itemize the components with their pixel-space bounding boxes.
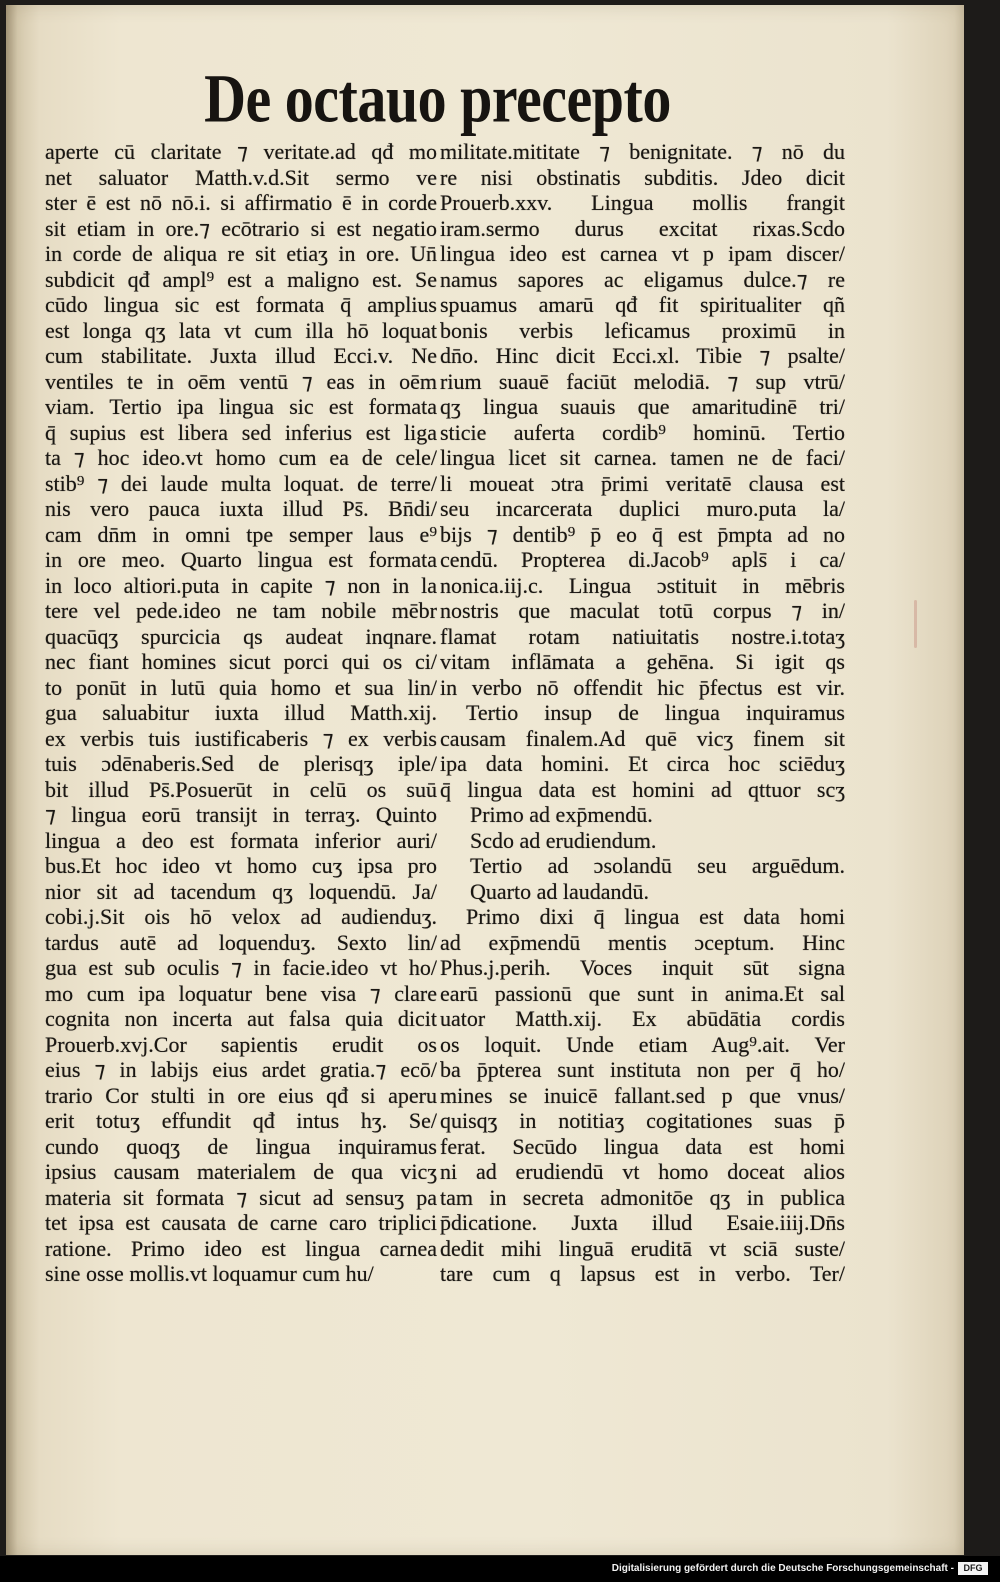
text-line: eius ⁊ in labijs eius ardet gratia.⁊ ecō/ <box>45 1057 437 1082</box>
text-line: gua saluabitur iuxta illud Matth.xij. <box>45 700 437 725</box>
text-line: aperte cū claritate ⁊ veritate.ad qđ mo <box>45 139 437 164</box>
text-line: mines se inuicē fallant.sed p que vnus/ <box>440 1082 845 1108</box>
text-line: sticie auferta cordib⁹ hominū. Tertio <box>440 419 845 445</box>
text-line: lingua a deo est formata inferior auri/ <box>45 827 437 853</box>
text-line: q̄ lingua data est homini ad qttuor scʒ <box>440 776 845 802</box>
text-line: est longa qʒ lata vt cum illa hō loquat <box>45 317 437 343</box>
text-line: iram.sermo durus excitat rixas.Scdo <box>440 215 845 241</box>
paper-stain <box>914 600 917 648</box>
text-line: bit illud Ps̄.Posuerūt in celū os suū <box>45 776 437 802</box>
text-line: os loquit. Unde etiam Aug⁹.ait. Ver <box>440 1031 845 1057</box>
text-line: qʒ lingua suauis que amaritudinē tri/ <box>440 394 845 419</box>
text-line: ⁊ lingua eorū transijt in terraʒ. Quinto <box>45 802 437 827</box>
text-line: militate.mititate ⁊ benignitate. ⁊ nō du <box>440 139 845 164</box>
text-line: gua est sub oculis ⁊ in facie.ideo vt ho/ <box>45 955 437 980</box>
text-line: cundo quoqʒ de lingua inquiramus <box>45 1133 437 1159</box>
text-line: vitam inflāmata a gehēna. Si igit qs <box>440 649 845 674</box>
text-line: q̄ supius est libera sed inferius est liga <box>45 419 437 445</box>
digitization-footer <box>0 1556 1000 1582</box>
digitization-credit: Digitalisierung gefördert durch die Deutsche Forschungsgemeinschaft - <box>611 1563 954 1574</box>
text-line: tardus autē ad loquenduʒ. Sexto lin/ <box>45 929 437 955</box>
text-line: tet ipsa est causata de carne caro triplici <box>45 1210 437 1235</box>
text-line: lingua licet sit carnea. tamen ne de faci/ <box>440 445 845 470</box>
text-line: tere vel pede.ideo ne tam nobile mēbr <box>45 598 437 623</box>
text-line: nior sit ad tacendum qʒ loquendū. Ja/ <box>45 878 437 904</box>
text-line: lingua ideo est carnea vt p ipam discer/ <box>440 241 845 266</box>
text-line: ipsius causam materialem de qua vicʒ <box>45 1159 437 1184</box>
text-line: nec fiant homines sicut porci qui os ci/ <box>45 649 437 674</box>
text-line: seu incarcerata duplici muro.puta la/ <box>440 496 845 521</box>
text-line: dn̄o. Hinc dicit Ecci.xl. Tibie ⁊ psalte/ <box>440 343 845 368</box>
text-line: earū passionū que sunt in anima.Et sal <box>440 980 845 1006</box>
text-line: ba p̄pterea sunt instituta non per q̄ ho/ <box>440 1057 845 1082</box>
text-line: ventiles te in oēm ventū ⁊ eas in oēm <box>45 368 437 394</box>
text-line: bonis verbis leficamus proximū in <box>440 317 845 343</box>
text-line: Phus.j.perih. Voces inquit sūt signa <box>440 955 845 980</box>
text-line: Scdo ad erudiendum. <box>470 827 657 853</box>
text-line: p̄dicatione. Juxta illud Esaie.iiij.Dn̄s <box>440 1210 845 1235</box>
text-line: sine osse mollis.vt loquamur cum hu/ <box>45 1261 374 1286</box>
text-line: in verbo nō offendit hic p̄fectus est vir. <box>440 674 845 700</box>
text-line: ad exp̄mendū mentis ɔceptum. Hinc <box>440 929 845 955</box>
text-line: nis vero pauca iuxta illud Ps̄. Bn̄di/ <box>45 496 437 521</box>
text-line: ster ē est nō nō.i. si affirmatio ē in corde <box>45 190 437 215</box>
text-line: to ponūt in lutū quia homo et sua lin/ <box>45 674 437 700</box>
right-column <box>440 139 845 1287</box>
text-line: subdicit qđ ampl⁹ est a maligno est. Se <box>45 266 437 292</box>
text-line: cognita non incerta aut falsa quia dicit <box>45 1006 437 1031</box>
left-column <box>45 139 437 1287</box>
text-line: ni ad erudiendū vt homo doceat alios <box>440 1159 845 1184</box>
text-line: bijs ⁊ dentib⁹ p̄ eo q̄ est p̄mpta ad no <box>440 521 845 547</box>
text-line: ipa data homini. Et circa hoc sciēduʒ <box>440 751 845 776</box>
text-line: nonica.iij.c. Lingua ɔstituit in mēbris <box>440 572 845 598</box>
text-line: net saluator Matth.v.d.Sit sermo ve <box>45 164 437 190</box>
text-line: Tertio ad ɔsolandū seu arguēdum. <box>470 853 845 878</box>
text-line: tuis ɔdēnaberis.Sed de plerisqʒ iple/ <box>45 751 437 776</box>
page-title: De octauo precepto <box>204 60 671 138</box>
text-line: Prouerb.xxv. Lingua mollis frangit <box>440 190 845 215</box>
text-line: cūdo lingua sic est formata q̄ amplius <box>45 292 437 317</box>
text-line: flamat rotam natiuitatis nostre.i.totaʒ <box>440 623 845 649</box>
text-line: in corde de aliqua re sit etiaʒ in ore. Un̄ <box>45 241 437 266</box>
text-line: cendū. Propterea di.Jacob⁹ apls̄ i ca/ <box>440 547 845 572</box>
text-line: Primo dixi q̄ lingua est data homi <box>466 904 845 929</box>
text-line: in ore meo. Quarto lingua est formata <box>45 547 437 572</box>
text-line: uator Matth.xij. Ex abūdātia cordis <box>440 1006 845 1031</box>
text-line: tam in secreta admonitōe qʒ in publica <box>440 1184 845 1210</box>
text-line: spuamus amarū qđ fit spiritualiter qñ <box>440 292 845 317</box>
dfg-logo: DFG <box>958 1562 988 1575</box>
text-line: ta ⁊ hoc ideo.vt homo cum ea de cele/ <box>45 445 437 470</box>
text-line: materia sit formata ⁊ sicut ad sensuʒ pa <box>45 1184 437 1210</box>
text-line: quacūqʒ spurcicia qs audeat inqnare. <box>45 623 437 649</box>
text-line: ferat. Secūdo lingua data est homi <box>440 1133 845 1159</box>
text-line: quisqʒ in notitiaʒ cogitationes suas p̄ <box>440 1108 845 1133</box>
text-line: Prouerb.xvj.Cor sapientis erudit os <box>45 1031 437 1057</box>
text-line: tare cum q lapsus est in verbo. Ter/ <box>440 1261 845 1286</box>
text-line: rium suauē faciūt melodiā. ⁊ sup vtrū/ <box>440 368 845 394</box>
text-line: causam finalem.Ad quē vicʒ finem sit <box>440 725 845 751</box>
text-line: sit etiam in ore.⁊ ecōtrario si est negatio <box>45 215 437 241</box>
text-line: mo cum ipa loquatur bene visa ⁊ clare <box>45 980 437 1006</box>
text-line: in loco altiori.puta in capite ⁊ non in la <box>45 572 437 598</box>
text-line: Tertio insup de lingua inquiramus <box>466 700 845 725</box>
text-line: erit totuʒ effundit qđ intus hʒ. Se/ <box>45 1108 437 1133</box>
text-line: trario Cor stulti in ore eius qđ si aperu <box>45 1082 437 1108</box>
text-line: cum stabilitate. Juxta illud Ecci.v. Ne <box>45 343 437 368</box>
text-line: cam dn̄m in omni tpe semper laus e⁹ <box>45 521 437 547</box>
text-line: cobi.j.Sit ois hō velox ad audienduʒ. <box>45 904 437 929</box>
text-line: namus sapores ac eligamus dulce.⁊ re <box>440 266 845 292</box>
text-line: ratione. Primo ideo est lingua carnea <box>45 1235 437 1261</box>
text-line: ex verbis tuis iustificaberis ⁊ ex verbis <box>45 725 437 751</box>
text-line: stib⁹ ⁊ dei laude multa loquat. de terre/ <box>45 470 437 496</box>
text-line: li moueat ɔtra p̄rimi veritatē clausa est <box>440 470 845 496</box>
text-line: Quarto ad laudandū. <box>470 878 649 904</box>
text-line: Primo ad exp̄mendū. <box>470 802 653 827</box>
text-line: re nisi obstinatis subditis. Jdeo dicit <box>440 164 845 190</box>
text-line: bus.Et hoc ideo vt homo cuʒ ipsa pro <box>45 853 437 878</box>
text-line: nostris que maculat totū corpus ⁊ in/ <box>440 598 845 623</box>
text-line: viam. Tertio ipa lingua sic est formata <box>45 394 437 419</box>
text-line: dedit mihi linguā eruditā vt sciā suste/ <box>440 1235 845 1261</box>
